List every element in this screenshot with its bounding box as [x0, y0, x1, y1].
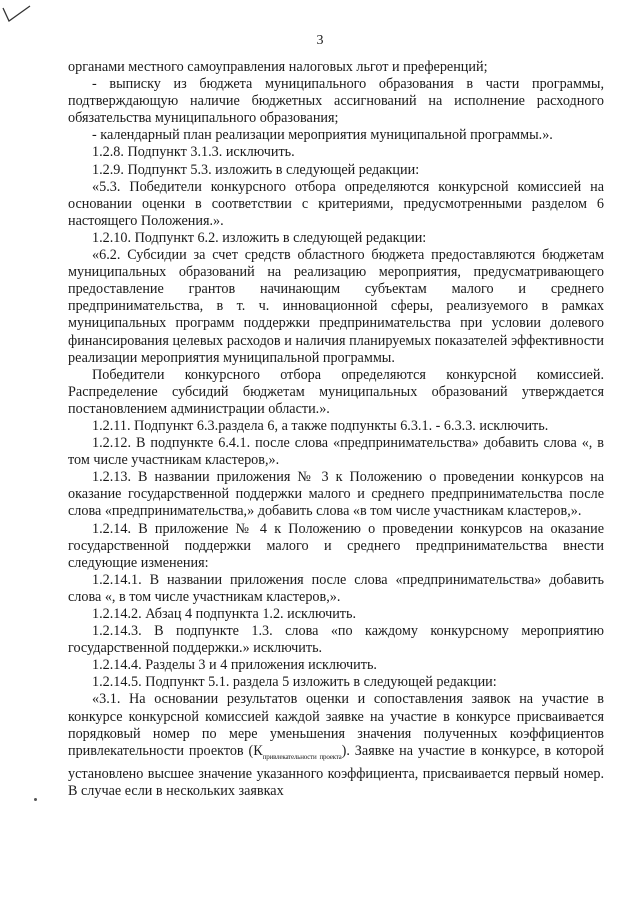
page-number: 3: [316, 33, 324, 48]
paragraph: «5.3. Победители конкурсного отбора определяются конкурсной комиссией на основании оценки в соответствии с критериями, предусмотренными разделом 6 настоящего Положения.».: [68, 178, 604, 229]
paragraph: «6.2. Субсидии за счет средств областного бюджета предоставляются бюджетам муниципальных образований на реализацию мероприятия, предусматривающего предоставление грантов начинающим субъектам малого и среднего предпринимательства, в т. ч. инновационной сферы, реализуемого в рамках муниципальных программ поддержки предпринимательства при условии долевого финансирования целевых расходов и наличия планируемых показателей эффективности реализации мероприятия муниципальной программы.: [68, 247, 604, 366]
paragraph: 1.2.14.2. Абзац 4 подпункта 1.2. исключить.: [92, 606, 357, 622]
paragraph-formula: [68, 691, 604, 799]
paragraph: - календарный план реализации мероприятия муниципальной программы.».: [92, 127, 553, 144]
document-body: [68, 59, 604, 800]
paragraph: органами местного самоуправления налоговых льгот и преференций;: [68, 59, 488, 75]
paragraph: Победители конкурсного отбора определяются конкурсной комиссией. Распределение субсидий бюджетам муниципальных образований утверждается постановлением администрации области.».: [68, 366, 604, 417]
paragraph: 1.2.14. В приложение № 4 к Положению о проведении конкурсов на оказание государственной поддержки малого и среднего предпринимательства внести следующие изменения:: [68, 520, 604, 571]
scan-mark: [2, 4, 32, 26]
paragraph: - выписку из бюджета муниципального образования в части программы, подтверждающую наличие бюджетных ассигнований на исполнение расходного обязательства муниципального образования;: [68, 76, 604, 127]
paragraph: 1.2.11. Подпункт 6.3.раздела 6, а также подпункты 6.3.1. - 6.3.3. исключить.: [92, 417, 549, 434]
paragraph: 1.2.13. В названии приложения № 3 к Положению о проведении конкурсов на оказание государственной поддержки малого и среднего предпринимательства после слова «предпринимательства,» добавить слова «в том числе участникам кластеров,».: [68, 469, 604, 520]
paragraph: 1.2.14.3. В подпункте 1.3. слова «по каждому конкурсному мероприятию государственной поддержки.» исключить.: [68, 623, 604, 657]
paragraph: 1.2.8. Подпункт 3.1.3. исключить.: [92, 144, 295, 161]
paragraph: 1.2.14.1. В названии приложения после слова «предпринимательства» добавить слова «, в том числе участникам кластеров,».: [68, 571, 604, 605]
paragraph: 1.2.12. В подпункте 6.4.1. после слова «предпринимательства» добавить слова «, в том числе участникам кластеров,».: [68, 435, 604, 469]
paragraph: 1.2.9. Подпункт 5.3. изложить в следующей редакции:: [92, 161, 420, 178]
formula-subscript: привлекательности проекта: [262, 752, 342, 761]
paragraph-text-after: ). Заявке на участие в конкурсе, в которой установлено высшее значение указанного коэффициента, присваивается первый номер. В случае если в нескольких заявках: [68, 742, 604, 799]
paragraph: 1.2.14.4. Разделы 3 и 4 приложения исключить.: [92, 657, 377, 674]
scan-speck: [34, 798, 37, 801]
paragraph: 1.2.14.5. Подпункт 5.1. раздела 5 изложить в следующей редакции:: [92, 674, 497, 691]
paragraph-text-before: «3.1. На основании результатов оценки и сопоставления заявок на участие в конкурсе конкурсной комиссией каждой заявке на участие в конкурсе присваивается порядковый номер по мере уменьшения значения полученных коэффициентов привлекательности проектов (К: [68, 691, 604, 759]
paragraph: 1.2.10. Подпункт 6.2. изложить в следующей редакции:: [92, 229, 427, 246]
